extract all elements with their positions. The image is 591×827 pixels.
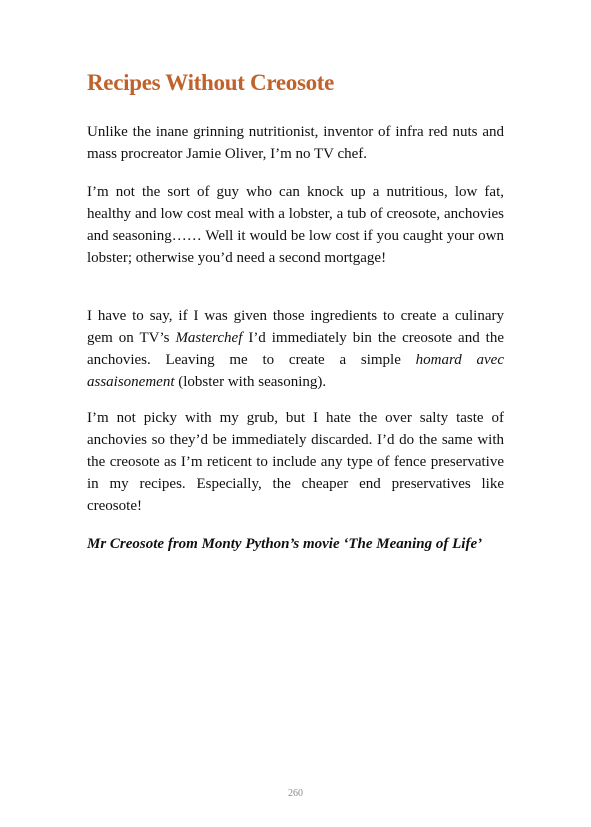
paragraph-masterchef-text-1: I have to say, if I was given those ingredients to create a culinary gem on TV’s: [87, 308, 504, 346]
show-title: Masterchef: [175, 330, 243, 346]
paragraph-masterchef-text-2: I’d immediately bin the creosote and the anchovies. Leaving me to create a simple: [87, 330, 504, 368]
paragraph-anchovies: I’m not picky with my grub, but I hate the over salty taste of anchovies so they’d be immediately discarded. I’d do the same with the creosote as I’m reticent to include any type of fence preservative in my recipes. Especially, the cheaper end preservatives like creosote!: [87, 410, 504, 514]
page-number: 260: [288, 788, 303, 799]
paragraph-intro: Unlike the inane grinning nutritionist, inventor of infra red nuts and mass procreator Jamie Oliver, I’m no TV chef.: [87, 124, 504, 162]
paragraph-lobster-meal: I’m not the sort of guy who can knock up a nutritious, low fat, healthy and low cost meal with a lobster, a tub of creosote, anchovies and seasoning…… Well it would be low cost if you caught your own lobster; otherwise you’d need a second mortgage!: [87, 184, 504, 266]
figure-caption: Mr Creosote from Monty Python’s movie ‘The Meaning of Life’: [87, 536, 483, 552]
paragraph-masterchef: [87, 305, 504, 393]
dish-name: homard avec assaisonement: [87, 352, 504, 390]
paragraph-masterchef-text-3: (lobster with seasoning).: [174, 374, 327, 390]
page-title: Recipes Without Creosote: [87, 70, 335, 95]
